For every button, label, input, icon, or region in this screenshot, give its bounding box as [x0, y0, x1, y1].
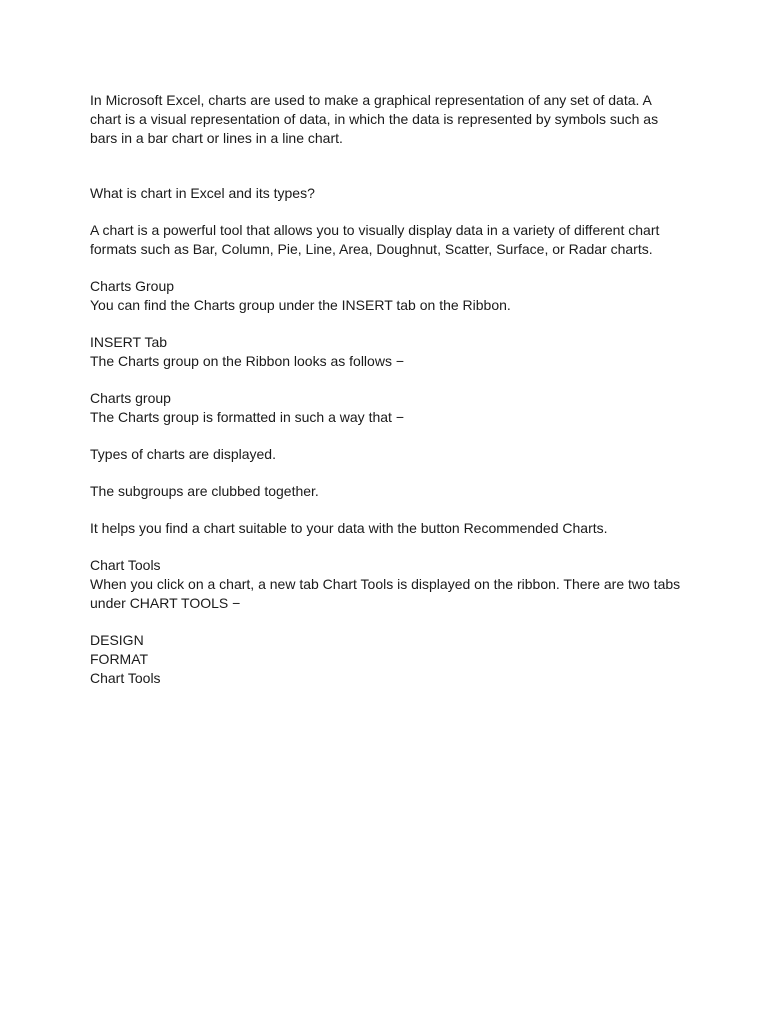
chart-tools-heading: Chart Tools	[90, 557, 161, 573]
charts-group-heading: Charts Group	[90, 278, 175, 294]
definition-paragraph	[90, 221, 690, 259]
chart-tools-line: under CHART TOOLS −	[90, 595, 241, 611]
chart-tools-section	[90, 556, 690, 613]
document-page	[90, 91, 690, 688]
question-text: What is chart in Excel and its types?	[90, 185, 315, 201]
tabs-list-item: Chart Tools	[90, 670, 161, 686]
intro-paragraph	[90, 91, 690, 148]
charts-group-format-heading: Charts group	[90, 390, 171, 406]
charts-group-text: You can find the Charts group under the INSERT tab on the Ribbon.	[90, 297, 511, 313]
insert-tab-heading: INSERT Tab	[90, 334, 168, 350]
definition-line: A chart is a powerful tool that allows you to visually display data in a variety of different chart	[90, 222, 660, 238]
intro-line: In Microsoft Excel, charts are used to make a graphical representation of any set of data. A	[90, 92, 652, 108]
point-subgroups-text: The subgroups are clubbed together.	[90, 483, 319, 499]
tabs-list	[90, 631, 690, 688]
definition-line: formats such as Bar, Column, Pie, Line, Area, Doughnut, Scatter, Surface, or Radar charts.	[90, 241, 653, 257]
point-subgroups-paragraph	[90, 482, 690, 501]
charts-group-format-section	[90, 389, 690, 427]
tabs-list-item: DESIGN	[90, 632, 144, 648]
tabs-list-item: FORMAT	[90, 651, 149, 667]
point-recommended-text: It helps you find a chart suitable to your data with the button Recommended Charts.	[90, 520, 608, 536]
charts-group-section	[90, 277, 690, 315]
point-types-paragraph	[90, 445, 690, 464]
point-recommended-paragraph	[90, 519, 690, 538]
chart-tools-line: When you click on a chart, a new tab Chart Tools is displayed on the ribbon. There are two tabs	[90, 576, 681, 592]
charts-group-format-text: The Charts group is formatted in such a way that −	[90, 409, 404, 425]
insert-tab-section	[90, 333, 690, 371]
question-paragraph	[90, 184, 690, 203]
intro-line: chart is a visual representation of data, in which the data is represented by symbols such as	[90, 111, 659, 127]
point-types-text: Types of charts are displayed.	[90, 446, 276, 462]
insert-tab-text: The Charts group on the Ribbon looks as follows −	[90, 353, 405, 369]
intro-line: bars in a bar chart or lines in a line chart.	[90, 130, 343, 146]
